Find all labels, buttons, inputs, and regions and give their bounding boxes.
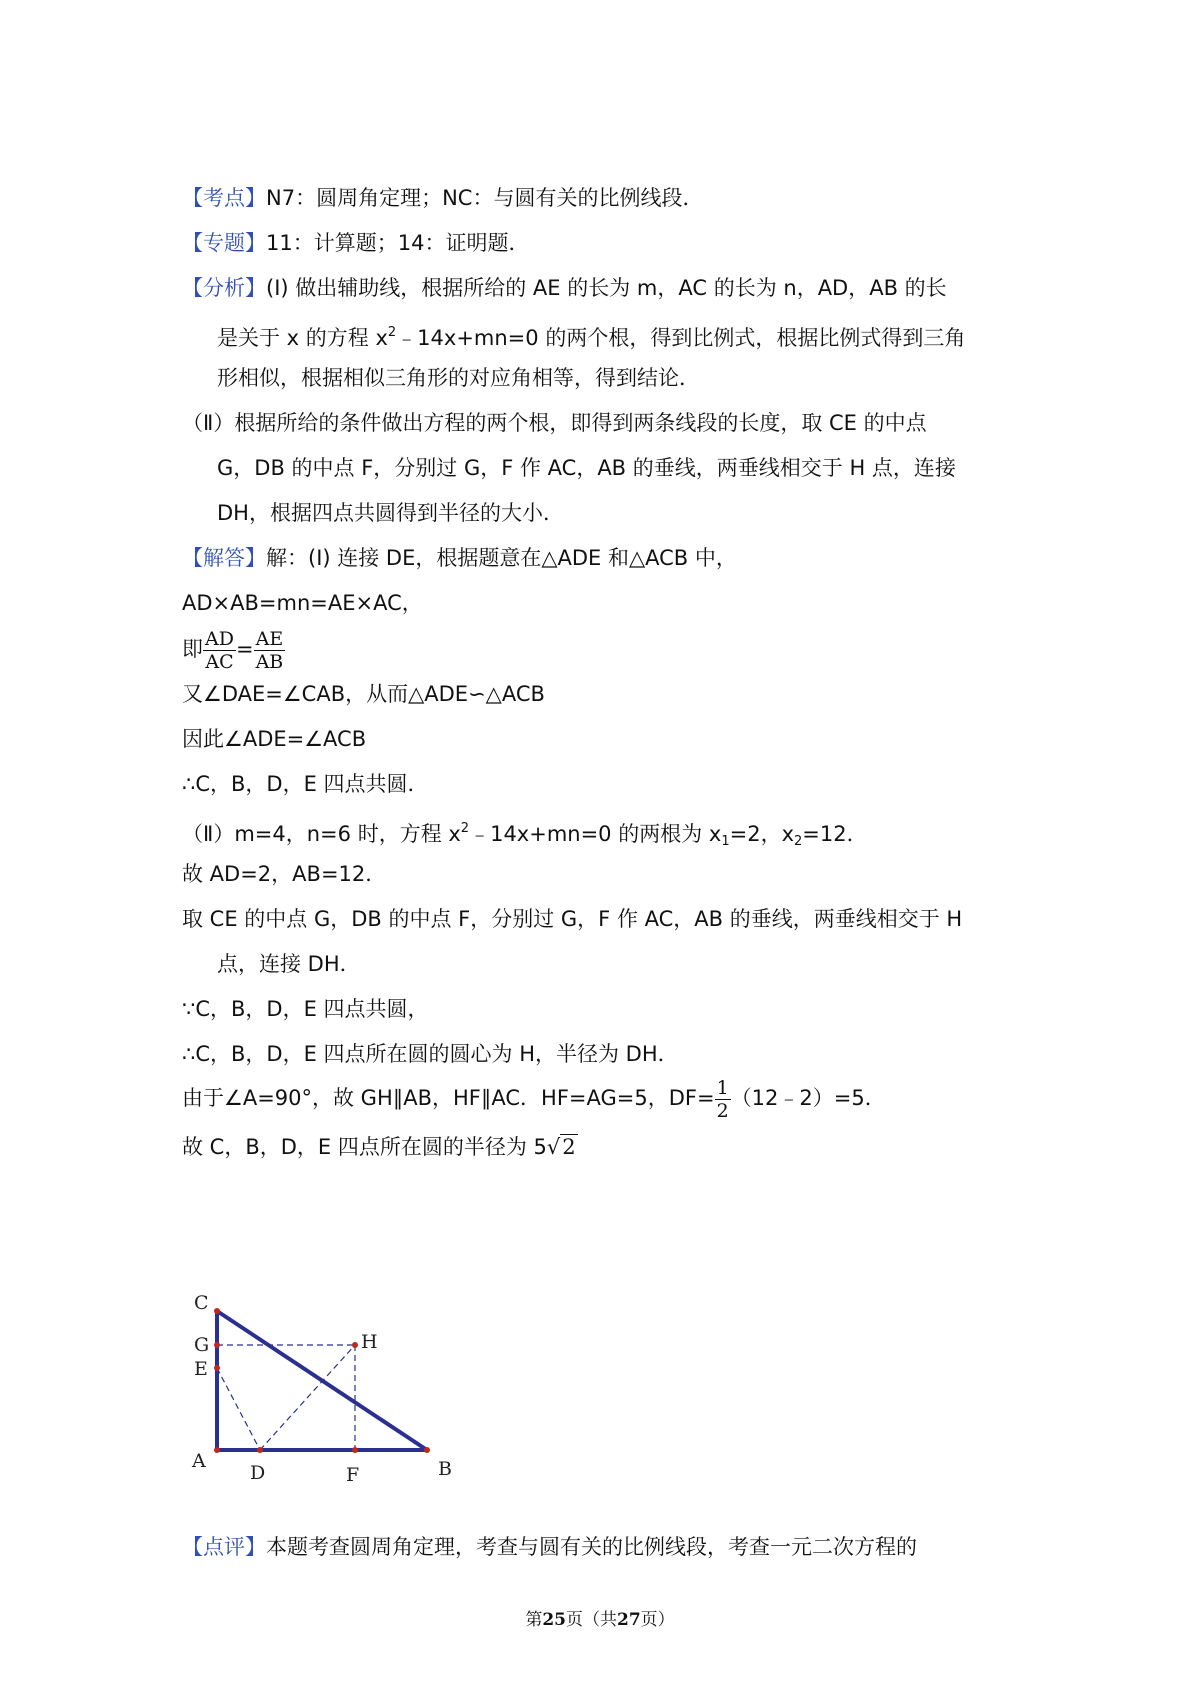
jieda-line-7 [182,814,868,857]
point-d [257,1447,263,1453]
total-page-number: 27 [617,1610,641,1630]
fenxi-line-5: G，DB 的中点 F，分别过 G，F 作 AC，AB 的垂线，两垂线相交于 H 点，连接 [217,456,956,480]
dashed-dh [260,1345,355,1450]
fraction-ad-ac [203,628,236,673]
jieda-ji: 即 [182,637,203,661]
footer-pre: 第 [525,1610,543,1630]
fenxi-sup: 2 [387,325,397,340]
fraction-denominator: AC [205,650,234,673]
jieda-line-8: 故 AD=2，AB=12． [182,862,387,886]
dianping-text: 本题考查圆周角定理，考查与圆有关的比例线段，考查一元二次方程的 [266,1535,917,1559]
point-c [214,1308,220,1314]
fenxi-tag: 【分析】 [182,276,266,300]
jieda-line-6: ∴C，B，D，E 四点共圆． [182,772,429,796]
label-c: C [194,1292,209,1314]
dianping-tag: 【点评】 [182,1535,266,1559]
footer-mid: 页（共 [566,1610,617,1630]
jieda-text-14a: 故 C，B，D，E 四点所在圆的半径为 5 [182,1135,547,1159]
jieda-line-2: AD×AB=mn=AE×AC， [182,591,423,615]
fraction-one-half [715,1077,731,1122]
jieda-sup: 2 [460,821,470,836]
jieda-line-3 [182,627,285,673]
label-f: F [346,1464,360,1486]
label-e: E [194,1358,208,1380]
fenxi-line-4: （Ⅱ）根据所给的条件做出方程的两个根，即得到两条线段的长度，取 CE 的中点 [182,411,927,435]
jieda-line-4: 又∠DAE=∠CAB，从而△ADE∽△ACB [182,682,545,706]
page-footer [0,1605,1200,1630]
zhuanti-line [182,228,529,258]
geometry-figure [180,1275,500,1515]
jieda-text-7d: =12． [802,822,868,846]
jieda-sub-2: 2 [794,834,803,849]
kaodian-line [182,183,703,213]
dianping-line [182,1532,917,1562]
jieda-line-9: 取 CE 的中点 G，DB 的中点 F，分别过 G，F 作 AC，AB 的垂线，两垂线相交于 H [182,907,963,931]
jieda-line-14 [182,1132,578,1162]
jieda-line-11: ∵C，B，D，E 四点共圆， [182,997,429,1021]
jieda-line-12: ∴C，B，D，E 四点所在圆的圆心为 H，半径为 DH． [182,1042,679,1066]
jieda-line-5: 因此∠ADE=∠ACB [182,727,367,751]
jieda-text-7b: ﹣14x+mn=0 的两根为 x [469,822,722,846]
point-f [352,1447,358,1453]
fenxi-line-6: DH，根据四点共圆得到半径的大小． [217,501,564,525]
fraction-denominator: 2 [716,1099,729,1122]
point-g [214,1342,220,1348]
jieda-text-13a: 由于∠A=90°，故 GH∥AB，HF∥AC．HF=AG=5，DF= [182,1086,715,1110]
kaodian-tag: 【考点】 [182,186,266,210]
sqrt-expression: √2 [546,1135,576,1159]
side-cb [217,1311,427,1450]
jieda-text-1: 解：(Ⅰ) 连接 DE，根据题意在△ADE 和△ACB 中， [266,546,737,570]
fraction-numerator: AE [254,628,286,651]
label-h: H [361,1331,378,1353]
fenxi-text-2b: ﹣14x+mn=0 的两个根，得到比例式，根据比例式得到三角 [396,326,966,350]
label-a: A [192,1450,206,1472]
fraction-ae-ab [254,628,286,673]
zhuanti-tag: 【专题】 [182,231,266,255]
fraction-numerator: AD [205,627,234,650]
point-h [352,1342,358,1348]
dashed-ed [217,1368,260,1450]
label-g: G [194,1334,210,1356]
point-a [214,1447,220,1453]
label-b: B [438,1458,452,1480]
fenxi-line-2 [217,318,965,353]
jieda-text-7a: （Ⅱ）m=4，n=6 时，方程 x [182,822,461,846]
fenxi-text-1: (Ⅰ) 做出辅助线，根据所给的 AE 的长为 m，AC 的长为 n，AD，AB 的长 [266,276,947,300]
jieda-line-13 [182,1076,886,1122]
sqrt-radicand: 2 [562,1135,576,1159]
jieda-line-1 [182,543,737,573]
fenxi-text-2a: 是关于 x 的方程 x [217,326,388,350]
label-d: D [250,1462,266,1484]
fraction-denominator: AB [255,650,284,673]
jieda-line-10: 点，连接 DH． [217,952,361,976]
jieda-sub-1: 1 [721,834,730,849]
jieda-tag: 【解答】 [182,546,266,570]
fenxi-line-3: 形相似，根据相似三角形的对应角相等，得到结论． [217,366,700,390]
equals-sign: = [235,637,254,661]
point-e [214,1365,220,1371]
fenxi-line-1 [182,273,947,303]
kaodian-text: N7：圆周角定理；NC：与圆有关的比例线段． [266,186,704,210]
fraction-numerator: 1 [716,1076,729,1099]
jieda-text-7c: =2，x [729,822,794,846]
footer-post: 页） [640,1610,675,1630]
current-page-number: 25 [542,1610,566,1630]
zhuanti-text: 11：计算题；14：证明题． [266,231,530,255]
jieda-text-13b: （12﹣2）=5． [730,1086,886,1110]
point-b [424,1447,430,1453]
